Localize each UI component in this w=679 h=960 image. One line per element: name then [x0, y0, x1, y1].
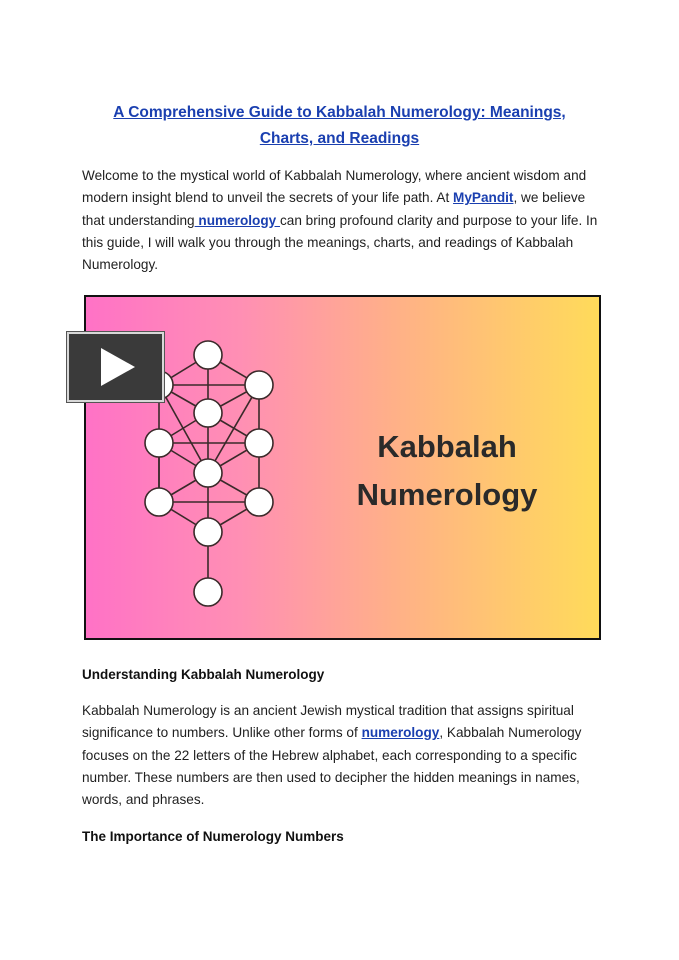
intro-paragraph [82, 165, 602, 276]
play-video-button[interactable] [67, 332, 164, 402]
document-title[interactable] [80, 100, 599, 152]
banner-title [322, 423, 572, 519]
section1-text-1: Kabbalah Numerology is an ancient Jewish mystical tradition that assigns spiritual significance to numbers. Unlike other forms of [82, 703, 574, 741]
intro-text-2: , we believe that understanding [82, 190, 586, 228]
title-line-1[interactable]: A Comprehensive Guide to Kabbalah Numerology: Meanings, [113, 104, 566, 121]
title-line-2[interactable]: Charts, and Readings [259, 130, 420, 147]
numerology-link-2[interactable]: numerology [361, 725, 440, 741]
section-heading-importance: The Importance of Numerology Numbers [82, 829, 344, 844]
section-heading-understanding: Understanding Kabbalah Numerology [82, 667, 325, 682]
section1-paragraph [82, 700, 602, 811]
banner-title-line-2: Numerology [356, 477, 538, 512]
play-icon [101, 348, 135, 386]
banner-title-line-1: Kabbalah [377, 429, 517, 464]
mypandit-link[interactable]: MyPandit [453, 190, 514, 206]
numerology-link[interactable]: numerology [194, 212, 280, 228]
intro-text-1: Welcome to the mystical world of Kabbalah Numerology, where ancient wisdom and modern insight blend to unveil the secrets of your life path. At [82, 168, 587, 206]
intro-text-3: can bring profound clarity and purpose to your life. In this guide, I will walk you through the meanings, charts, and readings of Kabbalah Numerology. [82, 212, 598, 273]
section1-text-2: , Kabbalah Numerology focuses on the 22 letters of the Hebrew alphabet, each corresponding to a specific number. These numbers are then used to decipher the hidden meanings in names, words, and phrases. [82, 725, 582, 808]
